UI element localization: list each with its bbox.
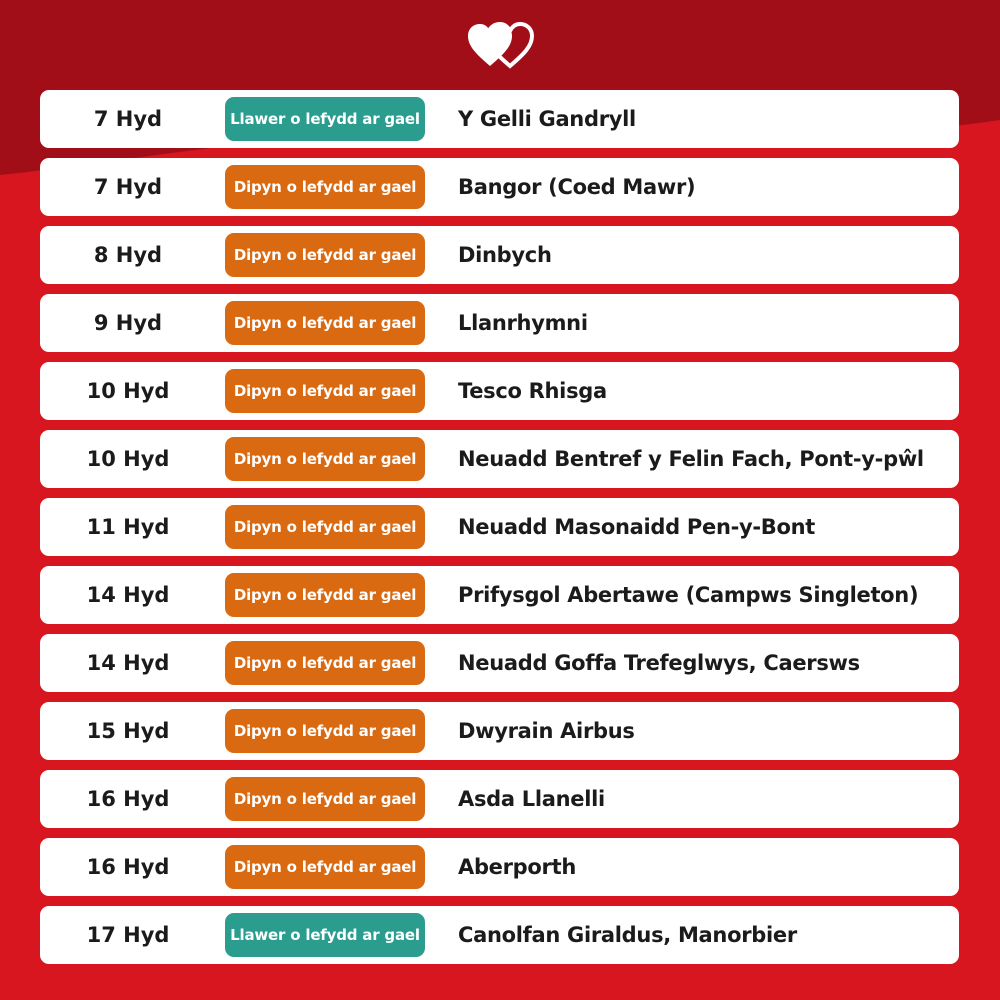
schedule-row <box>40 294 959 352</box>
row-date: 16 Hyd <box>86 855 170 879</box>
availability-badge: Dipyn o lefydd ar gael <box>225 709 425 753</box>
row-date: 14 Hyd <box>86 583 170 607</box>
row-location: Neuadd Goffa Trefeglwys, Caersws <box>458 651 860 675</box>
schedule-row <box>40 226 959 284</box>
schedule-row <box>40 906 959 964</box>
row-date: 17 Hyd <box>86 923 170 947</box>
row-location: Dinbych <box>458 243 552 267</box>
schedule-row <box>40 838 959 896</box>
schedule-row <box>40 770 959 828</box>
row-location: Llanrhymni <box>458 311 588 335</box>
row-date: 11 Hyd <box>86 515 170 539</box>
row-location: Tesco Rhisga <box>458 379 607 403</box>
row-location: Asda Llanelli <box>458 787 605 811</box>
row-location: Canolfan Giraldus, Manorbier <box>458 923 797 947</box>
availability-badge: Dipyn o lefydd ar gael <box>225 845 425 889</box>
row-date: 7 Hyd <box>93 107 163 131</box>
availability-badge: Dipyn o lefydd ar gael <box>225 301 425 345</box>
schedule-row <box>40 498 959 556</box>
availability-badge: Dipyn o lefydd ar gael <box>225 165 425 209</box>
row-location: Aberporth <box>458 855 576 879</box>
row-date: 9 Hyd <box>93 311 163 335</box>
row-location: Neuadd Masonaidd Pen-y-Bont <box>458 515 816 539</box>
schedule-row <box>40 430 959 488</box>
row-location: Prifysgol Abertawe (Campws Singleton) <box>458 583 919 607</box>
availability-badge: Dipyn o lefydd ar gael <box>225 369 425 413</box>
availability-badge: Dipyn o lefydd ar gael <box>225 233 425 277</box>
row-location: Dwyrain Airbus <box>458 719 635 743</box>
row-date: 15 Hyd <box>86 719 170 743</box>
row-date: 8 Hyd <box>93 243 163 267</box>
availability-badge: Dipyn o lefydd ar gael <box>225 641 425 685</box>
row-date: 16 Hyd <box>86 787 170 811</box>
row-location: Y Gelli Gandryll <box>458 107 636 131</box>
schedule-row <box>40 634 959 692</box>
availability-badge: Llawer o lefydd ar gael <box>225 97 425 141</box>
schedule-row <box>40 158 959 216</box>
schedule-row <box>40 362 959 420</box>
double-heart-icon <box>466 22 534 70</box>
availability-badge: Dipyn o lefydd ar gael <box>225 777 425 821</box>
row-date: 10 Hyd <box>86 447 170 471</box>
availability-badge: Dipyn o lefydd ar gael <box>225 573 425 617</box>
schedule-row <box>40 90 959 148</box>
availability-badge: Dipyn o lefydd ar gael <box>225 437 425 481</box>
schedule-row <box>40 566 959 624</box>
row-location: Bangor (Coed Mawr) <box>458 175 696 199</box>
row-location: Neuadd Bentref y Felin Fach, Pont-y-pŵl <box>458 447 924 471</box>
row-date: 7 Hyd <box>93 175 163 199</box>
availability-badge: Dipyn o lefydd ar gael <box>225 505 425 549</box>
availability-badge: Llawer o lefydd ar gael <box>225 913 425 957</box>
row-date: 14 Hyd <box>86 651 170 675</box>
schedule-row <box>40 702 959 760</box>
row-date: 10 Hyd <box>86 379 170 403</box>
